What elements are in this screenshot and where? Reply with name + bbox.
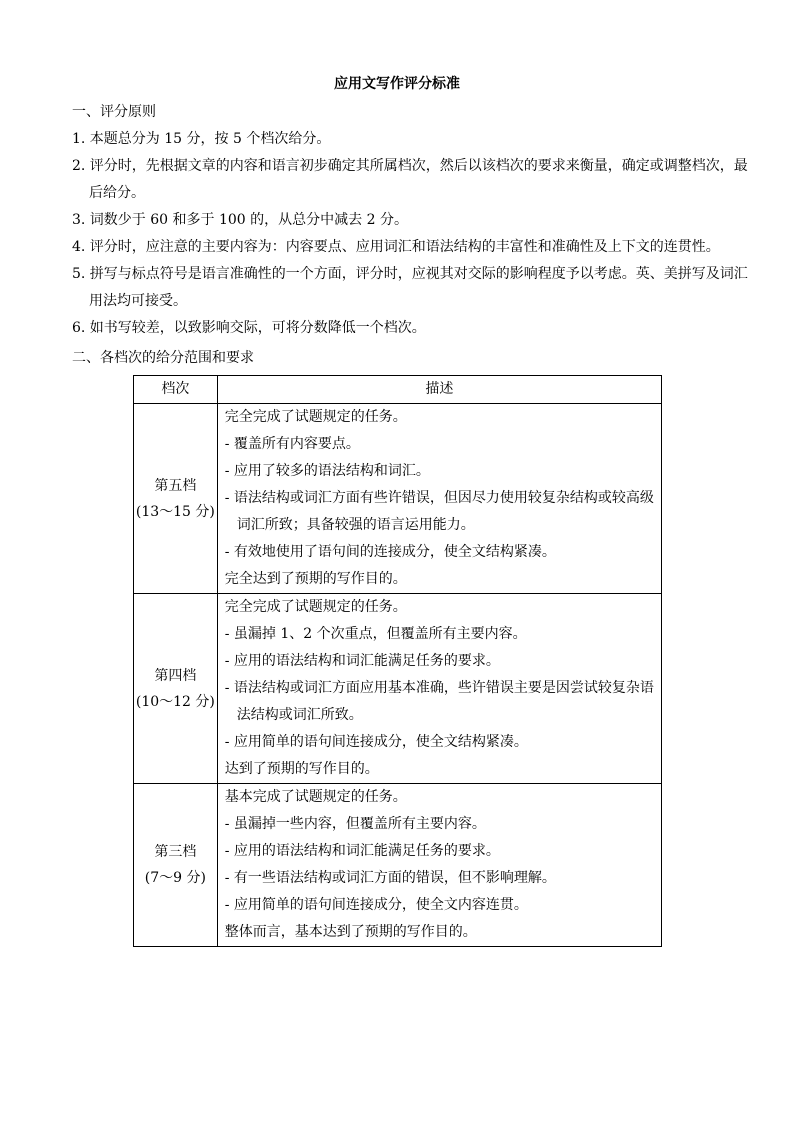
table-row bbox=[134, 784, 662, 947]
description-outro: 整体而言，基本达到了预期的写作目的。 bbox=[224, 924, 477, 940]
description-bullet: - 语法结构或词汇方面有些许错误，但因尽力使用较复杂结构或较高级词汇所致；具备较强的语言运用能力。 bbox=[224, 490, 654, 533]
description-cell bbox=[217, 594, 661, 784]
description-bullet: - 应用的语法结构和词汇能满足任务的要求。 bbox=[224, 843, 500, 859]
tier-range: (13～15 分) bbox=[135, 503, 215, 520]
description-cell bbox=[217, 404, 661, 594]
tier-cell bbox=[134, 594, 218, 784]
tier-cell bbox=[134, 404, 218, 594]
section-heading-principles: 一、评分原则 bbox=[72, 104, 156, 120]
description-bullet: - 覆盖所有内容要点。 bbox=[224, 436, 360, 452]
grading-table bbox=[133, 375, 662, 947]
description-outro: 达到了预期的写作目的。 bbox=[224, 761, 379, 777]
principle-item-1: 1. 本题总分为 15 分，按 5 个档次给分。 bbox=[72, 131, 331, 147]
page-title: 应用文写作评分标准 bbox=[334, 76, 460, 92]
description-bullet: - 虽漏掉一些内容，但覆盖所有主要内容。 bbox=[224, 816, 486, 832]
tier-name: 第五档 bbox=[154, 477, 197, 494]
description-bullet: - 虽漏掉 1、2 个次重点，但覆盖所有主要内容。 bbox=[224, 626, 527, 642]
description-outro: 完全达到了预期的写作目的。 bbox=[224, 571, 407, 587]
principle-item-3: 3. 词数少于 60 和多于 100 的，从总分中减去 2 分。 bbox=[72, 212, 408, 228]
header-description: 描述 bbox=[217, 376, 661, 404]
section-heading-grading: 二、各档次的给分范围和要求 bbox=[72, 350, 254, 366]
tier-name: 第三档 bbox=[154, 844, 197, 860]
table-row bbox=[134, 404, 662, 594]
header-tier: 档次 bbox=[134, 376, 218, 404]
description-bullet: - 应用简单的语句间连接成分，使全文内容连贯。 bbox=[224, 897, 528, 913]
tier-range: (10～12 分) bbox=[135, 693, 215, 710]
principle-item-2: 2. 评分时，先根据文章的内容和语言初步确定其所属档次，然后以该档次的要求来衡量，确定或调整档次，最后给分。 bbox=[72, 158, 748, 201]
description-intro: 基本完成了试题规定的任务。 bbox=[224, 789, 407, 805]
tier-range: (7～9 分) bbox=[144, 870, 206, 886]
description-bullet: - 应用了较多的语法结构和词汇。 bbox=[224, 463, 430, 479]
tier-cell bbox=[134, 784, 218, 947]
principle-item-5: 5. 拼写与标点符号是语言准确性的一个方面，评分时，应视其对交际的影响程度予以考虑。英、美拼写及词汇用法均可接受。 bbox=[72, 266, 748, 309]
description-cell bbox=[217, 784, 661, 947]
description-bullet: - 语法结构或词汇方面应用基本准确，些许错误主要是因尝试较复杂语法结构或词汇所致。 bbox=[224, 680, 654, 723]
description-bullet: - 应用简单的语句间连接成分，使全文结构紧凑。 bbox=[224, 734, 528, 750]
description-bullet: - 应用的语法结构和词汇能满足任务的要求。 bbox=[224, 653, 500, 669]
description-intro: 完全完成了试题规定的任务。 bbox=[224, 599, 407, 615]
table-row bbox=[134, 594, 662, 784]
description-bullet: - 有一些语法结构或词汇方面的错误，但不影响理解。 bbox=[224, 870, 556, 886]
description-bullet: - 有效地使用了语句间的连接成分，使全文结构紧凑。 bbox=[224, 544, 556, 560]
description-intro: 完全完成了试题规定的任务。 bbox=[224, 409, 407, 425]
principle-item-6: 6. 如书写较差，以致影响交际，可将分数降低一个档次。 bbox=[72, 320, 426, 336]
table-header-row bbox=[134, 376, 662, 404]
tier-name: 第四档 bbox=[154, 667, 197, 684]
principle-item-4: 4. 评分时，应注意的主要内容为：内容要点、应用词汇和语法结构的丰富性和准确性及上下文的连贯性。 bbox=[72, 239, 720, 255]
